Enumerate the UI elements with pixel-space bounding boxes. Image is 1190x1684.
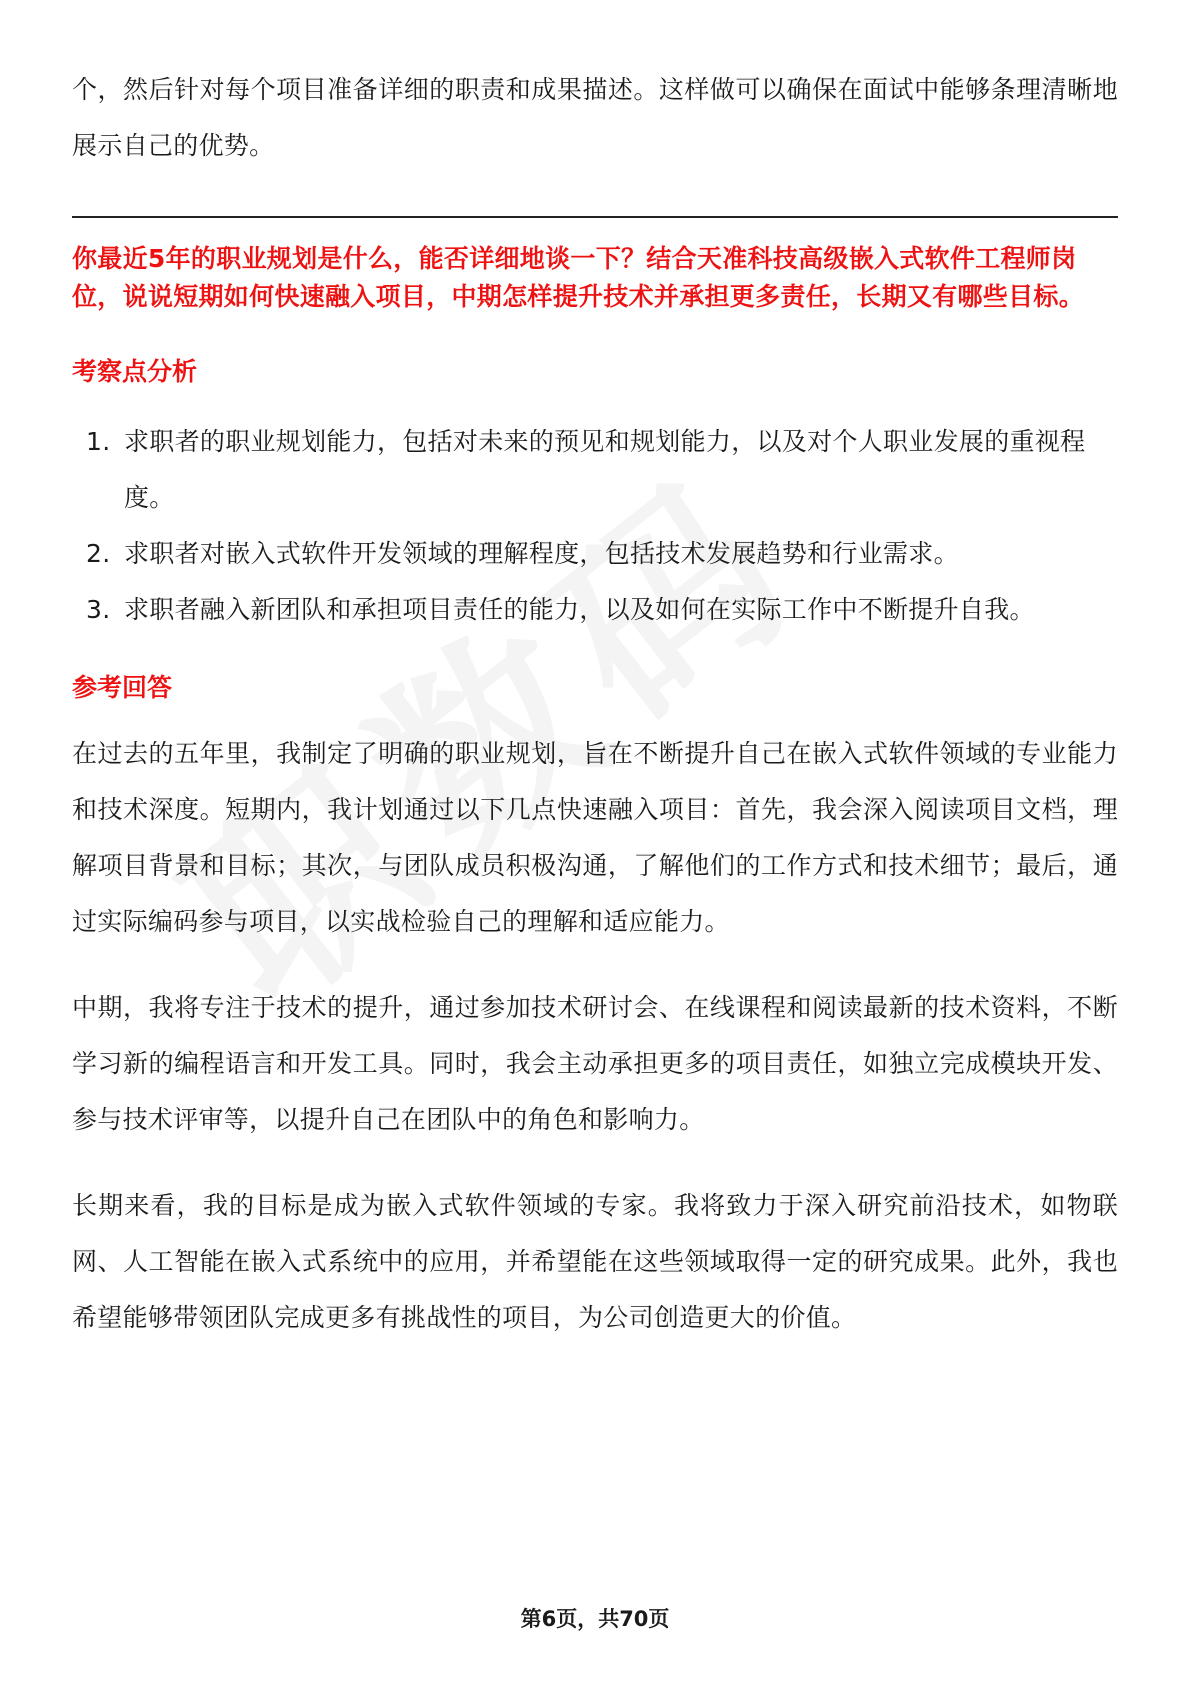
answer-heading: 参考回答 <box>72 673 173 702</box>
list-item-text: 求职者的职业规划能力，包括对未来的预见和规划能力，以及对个人职业发展的重视程度。 <box>124 427 1086 512</box>
answer-paragraph-1: 在过去的五年里，我制定了明确的职业规划，旨在不断提升自己在嵌入式软件领域的专业能力和技术深度。短期内，我计划通过以下几点快速融入项目：首先，我会深入阅读项目文档，理解项目背景和目标；其次，与团队成员积极沟通，了解他们的工作方式和技术细节；最后，通过实际编码参与项目，以实战检验自己的理解和适应能力。 <box>72 739 1118 936</box>
list-number: 3. <box>86 595 111 624</box>
list-item-text: 求职者对嵌入式软件开发领域的理解程度，包括技术发展趋势和行业需求。 <box>124 539 959 568</box>
list-item <box>72 582 1118 638</box>
document-page <box>72 62 1118 1376</box>
analysis-list <box>72 414 1118 638</box>
list-item-text: 求职者融入新团队和承担项目责任的能力，以及如何在实际工作中不断提升自我。 <box>124 595 1035 624</box>
analysis-heading: 考察点分析 <box>72 357 198 386</box>
list-number: 1. <box>86 427 111 456</box>
list-item <box>72 414 1118 526</box>
divider <box>72 216 1118 218</box>
question-title: 你最近5年的职业规划是什么，能否详细地谈一下？结合天准科技高级嵌入式软件工程师岗位，说说短期如何快速融入项目，中期怎样提升技术并承担更多责任，长期又有哪些目标。 <box>72 244 1085 311</box>
answer-paragraph-2: 中期，我将专注于技术的提升，通过参加技术研讨会、在线课程和阅读最新的技术资料，不断学习新的编程语言和开发工具。同时，我会主动承担更多的项目责任，如独立完成模块开发、参与技术评审等，以提升自己在团队中的角色和影响力。 <box>72 993 1118 1134</box>
intro-paragraph: 个，然后针对每个项目准备详细的职责和成果描述。这样做可以确保在面试中能够条理清晰地展示自己的优势。 <box>72 75 1118 160</box>
list-item <box>72 526 1118 582</box>
list-number: 2. <box>86 539 111 568</box>
answer-paragraph-3: 长期来看，我的目标是成为嵌入式软件领域的专家。我将致力于深入研究前沿技术，如物联网、人工智能在嵌入式系统中的应用，并希望能在这些领域取得一定的研究成果。此外，我也希望能够带领团队完成更多有挑战性的项目，为公司创造更大的价值。 <box>72 1191 1118 1332</box>
page-footer: 第6页，共70页 <box>520 1607 670 1631</box>
